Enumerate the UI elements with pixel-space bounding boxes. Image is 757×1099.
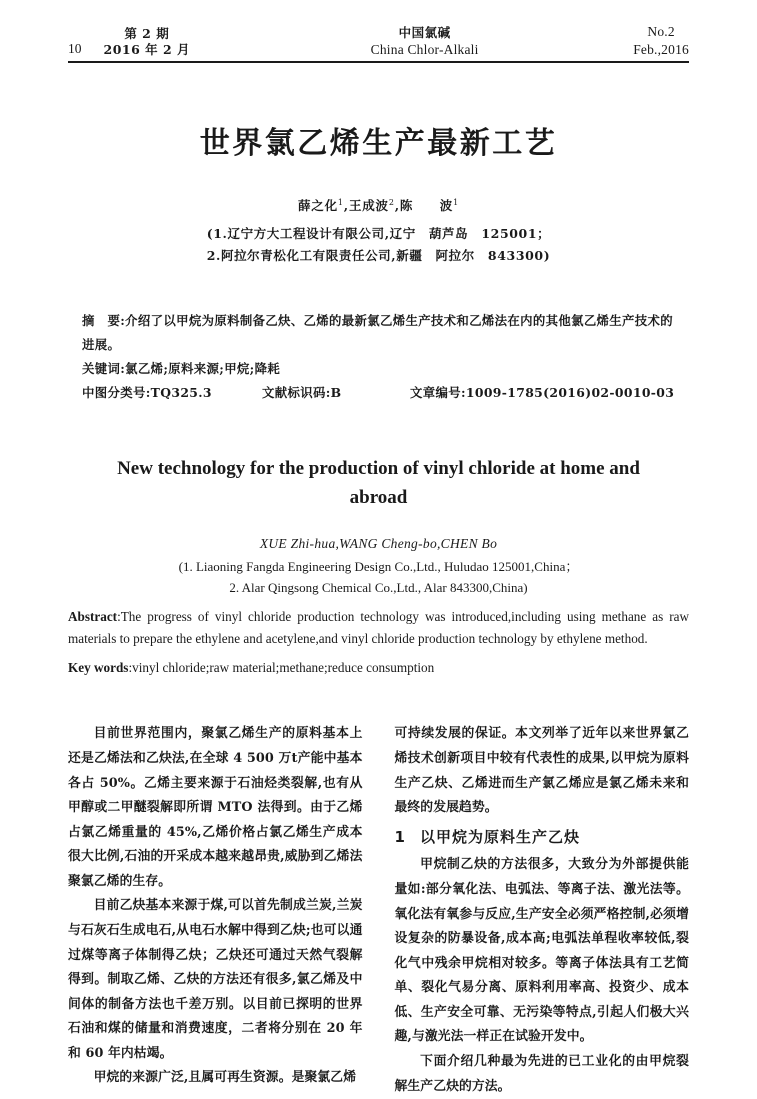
affiliation-cn-1: (1.辽宁方大工程设计有限公司,辽宁 葫芦岛 125001； xyxy=(206,226,551,241)
issue-number-en: No.2 xyxy=(647,24,675,40)
clc-label: 中图分类号: xyxy=(82,385,151,401)
abstract-block-cn xyxy=(68,309,689,406)
author-separator-1: , xyxy=(343,198,349,213)
issue-date-cn: 2016 年 2 月 xyxy=(103,42,191,57)
abstract-text-cn: 介绍了以甲烷为原料制备乙炔、乙烯的最新氯乙烯生产技术和乙烯法在内的其他氯乙烯生产技术的进展。 xyxy=(82,312,674,352)
article-title-cn: 世界氯乙烯生产最新工艺 xyxy=(199,126,558,161)
document-code-label: 文献标识码: xyxy=(262,385,331,401)
article-number-label: 文章编号: xyxy=(410,385,466,401)
author-3-name: 陈 波 xyxy=(399,198,454,213)
issue-info-en xyxy=(633,23,689,58)
keywords-label-cn: 关键词: xyxy=(82,361,126,377)
abstract-text-en: The progress of vinyl chloride production technology was introduced,including using methane as raw materials to prepare the ethylene and acetylene,and vinyl chloride production technology by ethylene method. xyxy=(68,608,689,647)
author-3-affiliation-marker: 1 xyxy=(453,197,459,207)
issue-date-en: Feb.,2016 xyxy=(633,41,689,57)
section-heading-1 xyxy=(395,823,690,852)
journal-title-en: China Chlor-Alkali xyxy=(370,41,479,57)
clc-number-group xyxy=(82,381,262,405)
author-1-affiliation-marker: 1 xyxy=(337,197,344,207)
paragraph: 甲烷的来源广泛,且属可再生资源。是聚氯乙烯 xyxy=(93,1070,357,1086)
clc-value: TQ325.3 xyxy=(150,385,212,401)
issue-number-cn: 第 2 期 xyxy=(124,26,170,41)
affiliations-en xyxy=(68,557,689,599)
body-column-right xyxy=(395,722,690,1099)
header-divider-rule xyxy=(68,61,689,63)
running-header xyxy=(68,0,689,72)
article-metadata-line xyxy=(82,381,681,405)
abstract-cn-paragraph xyxy=(82,309,681,357)
affiliation-cn-2: 2.阿拉尔青松化工有限责任公司,新疆 阿拉尔 843300) xyxy=(206,247,551,263)
header-left-group xyxy=(68,26,190,58)
keywords-cn-line xyxy=(82,357,681,381)
abstract-colon-en: : xyxy=(117,608,121,624)
paragraph: 目前世界范围内，聚氯乙烯生产的原料基本上还是乙烯法和乙炔法,在全球 4 500 万t产能中基本各占 50%。乙烯主要来源于石油烃类裂解,也有从甲醇或二甲醚裂解即所谓 MTO 法得到。由于乙烯占氯乙烯重量的 45%,乙烯价格占氯乙烯生产成本很大比例,石油的开采成本越来越昂贵,威胁到乙烯法聚氯乙烯的生存。 xyxy=(68,726,363,889)
keywords-text-cn: 氯乙烯;原料来源;甲烷;降耗 xyxy=(125,361,281,377)
author-2-name: 王成波 xyxy=(348,198,389,213)
author-separator-2: , xyxy=(394,198,400,213)
paragraph-continuation: 可持续发展的保证。本文列举了近年以来世界氯乙烯技术创新项目中较有代表性的成果,以甲烷为原料生产乙炔、乙烯进而生产氯乙烯应是氯乙烯未来和最终的发展趋势。 xyxy=(394,726,689,816)
document-code-value: B xyxy=(330,385,342,401)
body-column-left xyxy=(68,722,363,1099)
abstract-label-en: Abstract xyxy=(68,608,118,624)
section-number: 1 xyxy=(394,827,406,846)
article-number-value: 1009-1785(2016)02-0010-03 xyxy=(465,385,675,401)
page-number: 10 xyxy=(68,41,82,57)
paragraph: 目前乙炔基本来源于煤,可以首先制成兰炭,兰炭与石灰石生成电石,从电石水解中得到乙炔;也可以通过煤等离子体制得乙炔；乙炔还可通过天然气裂解得到。制取乙烯、乙炔的方法还有很多,氯乙烯及中间体的制备方法也千差万别。以目前已探明的世界石油和煤的储量和消费速度，二者将分别在 20 年和 60 年内枯竭。 xyxy=(68,898,363,1061)
article-number-group xyxy=(410,381,674,405)
abstract-block-en xyxy=(68,606,689,650)
paragraph: 下面介绍几种最为先进的已工业化的由甲烷裂解生产乙炔的方法。 xyxy=(394,1053,689,1094)
issue-info-cn xyxy=(104,26,191,58)
keywords-label-en: Key words xyxy=(68,660,129,676)
journal-title-cn: 中国氯碱 xyxy=(398,24,451,40)
affiliation-en-2: 2. Alar Qingsong Chemical Co.,Ltd., Alar 843300,China) xyxy=(229,580,528,596)
affiliations-cn xyxy=(68,223,689,267)
author-list-en: XUE Zhi-hua,WANG Cheng-bo,CHEN Bo xyxy=(259,536,498,552)
author-2-affiliation-marker: 2 xyxy=(388,197,395,207)
affiliation-en-1: (1. Liaoning Fangda Engineering Design Co.,Ltd., Huludao 125001,China； xyxy=(178,559,579,575)
article-title-en: New technology for the production of vinyl chloride at home and abroad xyxy=(117,457,640,508)
document-code-group xyxy=(262,381,410,405)
section-title: 以甲烷为原料生产乙炔 xyxy=(419,827,580,846)
keywords-text-en: vinyl chloride;raw material;methane;reduce consumption xyxy=(132,660,435,676)
paragraph: 甲烷制乙炔的方法很多，大致分为外部提供能量如:部分氧化法、电弧法、等离子法、激光法等。氧化法有氧参与反应,生产安全必须严格控制,必须增设复杂的防暴设备,成本高;电弧法单程收率较低,裂化气中残余甲烷相对较多。等离子体法具有工艺简单、裂化气易分离、原料利用率高、投资少、成本低、生产安全可靠、无污染等特点,引起人们极大兴趣,与激光法一样正在试验开发中。 xyxy=(394,857,689,1045)
keywords-colon-en: : xyxy=(128,660,133,676)
abstract-label-cn: 摘 要: xyxy=(82,312,126,328)
author-1-name: 薛之化 xyxy=(298,198,338,213)
article-body xyxy=(68,722,689,1099)
keywords-en-line xyxy=(68,657,689,678)
journal-name-group xyxy=(371,25,479,58)
author-list-cn xyxy=(68,196,689,214)
